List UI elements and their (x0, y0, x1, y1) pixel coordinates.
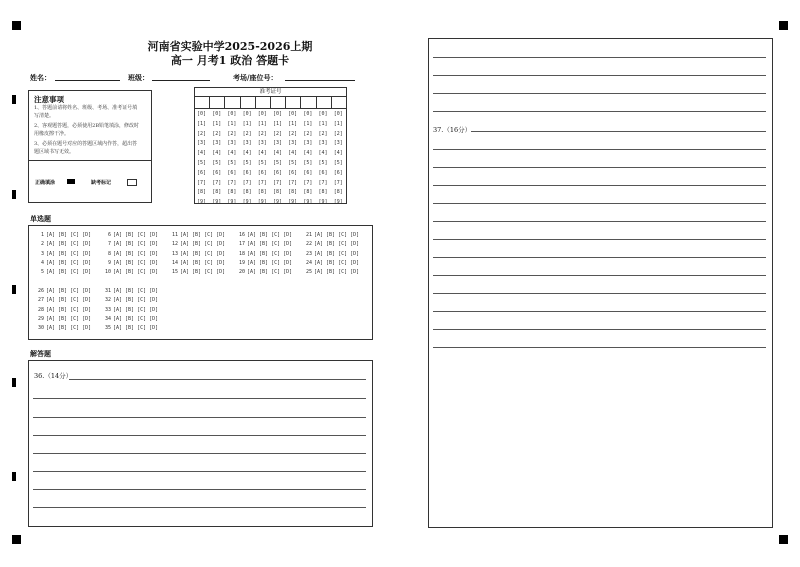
exam-digit-bubble[interactable]: [1] (257, 120, 267, 127)
exam-digit-bubble[interactable]: [9] (303, 199, 313, 206)
q36-answer-box[interactable] (28, 360, 373, 527)
mc-choice-bubbles[interactable]: [A] [B] [C] [D] (46, 232, 92, 238)
correct-fill-sample (67, 179, 75, 184)
mc-question-16[interactable] (236, 232, 292, 238)
exam-digit-bubble[interactable]: [3] (303, 140, 313, 147)
exam-digit-bubble[interactable]: [4] (333, 150, 343, 157)
exam-digit-bubble[interactable]: [3] (318, 140, 328, 147)
answer-line (433, 257, 766, 258)
mc-question-5[interactable] (35, 269, 91, 275)
exam-digit-bubble[interactable]: [6] (333, 169, 343, 176)
exam-digit-bubble[interactable]: [2] (212, 130, 222, 137)
timing-mark (12, 472, 16, 481)
mc-question-1[interactable] (35, 232, 91, 238)
mc-question-12[interactable] (169, 241, 225, 247)
exam-digit-bubble[interactable]: [1] (272, 120, 282, 127)
mc-question-number: 33 (104, 306, 111, 313)
exam-digit-bubble[interactable]: [8] (303, 189, 313, 196)
exam-digit-bubble[interactable]: [5] (272, 159, 282, 166)
seat-label: 考场/座位号： (233, 73, 278, 82)
exam-digit-bubble[interactable]: [0] (227, 111, 237, 117)
exam-digit-bubble[interactable]: [9] (197, 199, 207, 206)
exam-digit-bubble[interactable]: [5] (318, 159, 328, 166)
exam-digit-bubble[interactable]: [4] (257, 150, 267, 157)
exam-digit-bubble[interactable]: [4] (197, 150, 207, 157)
answer-line (433, 149, 766, 150)
exam-digit-bubble[interactable]: [5] (303, 159, 313, 166)
exam-digit-bubble[interactable]: [3] (333, 140, 343, 147)
exam-digit-bubble[interactable]: [1] (212, 120, 222, 127)
exam-digit-bubble[interactable]: [8] (318, 189, 328, 196)
class-label: 班级： (128, 73, 149, 82)
mc-choice-bubbles[interactable]: [A] [B] [C] [D] (247, 232, 293, 238)
answer-line (433, 347, 766, 348)
exam-digit-bubble[interactable]: [3] (227, 140, 237, 147)
exam-digit-bubble[interactable]: [2] (318, 130, 328, 137)
exam-digit-bubble[interactable]: [9] (212, 199, 222, 206)
mc-question-9[interactable] (102, 260, 158, 266)
absent-mark-label: 缺考标记 (91, 180, 112, 186)
notice-item: 2、客观题答题，必须使用2B铅笔填涂，修改时用橡皮擦干净。 (34, 123, 140, 137)
corner-mark-bottom-right (779, 535, 788, 544)
multiple-choice-box (28, 225, 373, 340)
exam-digit-bubble[interactable]: [0] (242, 111, 252, 117)
answer-line (33, 489, 366, 490)
mc-question-number: 2 (40, 241, 44, 248)
exam-digit-bubble[interactable]: [3] (272, 140, 282, 147)
notice-divider (29, 160, 151, 161)
answer-line (433, 293, 766, 294)
mc-question-number: 29 (37, 315, 44, 322)
mc-choice-bubbles[interactable]: [A] [B] [C] [D] (180, 232, 226, 238)
mc-question-number: 30 (37, 325, 44, 332)
exam-digit-bubble[interactable]: [9] (288, 199, 298, 206)
exam-digit-bubble[interactable]: [1] (318, 120, 328, 127)
mc-question-18[interactable] (236, 251, 292, 257)
exam-digit-bubble[interactable]: [5] (288, 159, 298, 166)
mc-question-number: 3 (40, 250, 44, 257)
mc-question-number: 23 (305, 250, 312, 257)
mc-choice-bubbles[interactable]: [A] [B] [C] [D] (113, 250, 159, 257)
exam-digit-bubble[interactable]: [5] (197, 159, 207, 166)
exam-digit-bubble[interactable]: [7] (303, 179, 313, 186)
exam-digit-bubble[interactable]: [5] (257, 159, 267, 166)
exam-digit-bubble[interactable]: [0] (257, 111, 267, 117)
exam-digit-bubble[interactable]: [8] (212, 189, 222, 196)
name-label: 姓名： (30, 73, 51, 82)
page-title-school: 河南省实验中学2025-2026上期 (147, 40, 313, 53)
mc-choice-bubbles[interactable]: [A] [B] [C] [D] (247, 241, 293, 248)
exam-digit-bubble[interactable]: [6] (257, 169, 267, 176)
mc-choice-bubbles[interactable]: [A] [B] [C] [D] (314, 241, 360, 248)
mc-question-22[interactable] (303, 241, 359, 247)
mc-choice-bubbles[interactable]: [A] [B] [C] [D] (314, 259, 360, 266)
exam-digit-bubble[interactable]: [8] (257, 189, 267, 196)
answer-line (33, 398, 366, 399)
mc-question-20[interactable] (236, 269, 292, 275)
mc-question-19[interactable] (236, 260, 292, 266)
mc-question-30[interactable] (35, 325, 91, 331)
corner-mark-bottom-left (12, 535, 21, 544)
mc-question-number: 12 (171, 241, 178, 248)
mc-question-11[interactable] (169, 232, 225, 238)
mc-question-number: 11 (171, 232, 178, 238)
mc-question-number: 16 (238, 232, 245, 238)
mc-question-14[interactable] (169, 260, 225, 266)
answer-line (433, 185, 766, 186)
answer-line (433, 239, 766, 240)
exam-digit-bubble[interactable]: [0] (333, 111, 343, 117)
mc-choice-bubbles[interactable]: [A] [B] [C] [D] (113, 325, 159, 332)
exam-digit-bubble[interactable]: [7] (333, 179, 343, 186)
mc-choice-bubbles[interactable]: [A] [B] [C] [D] (113, 306, 159, 313)
mc-question-25[interactable] (303, 269, 359, 275)
mc-question-3[interactable] (35, 251, 91, 257)
exam-digit-bubble[interactable]: [7] (288, 179, 298, 186)
notice-box (28, 90, 152, 203)
exam-digit-bubble[interactable]: [9] (242, 199, 252, 206)
mc-question-24[interactable] (303, 260, 359, 266)
mc-question-number: 32 (104, 297, 111, 304)
exam-digit-bubble[interactable]: [7] (272, 179, 282, 186)
mc-question-number: 27 (37, 297, 44, 304)
exam-digit-bubble[interactable]: [3] (212, 140, 222, 147)
exam-digit-bubble[interactable]: [2] (197, 130, 207, 137)
exam-number-divider (195, 108, 346, 109)
answer-line (433, 329, 766, 330)
mc-question-number: 19 (238, 259, 245, 266)
notice-item: 1、答题前请将姓名、班级、考场、准考证号填写清楚。 (34, 105, 138, 119)
exam-digit-bubble[interactable]: [1] (227, 120, 237, 127)
mc-question-number: 4 (40, 259, 44, 266)
mc-question-number: 15 (171, 269, 178, 276)
mc-question-8[interactable] (102, 251, 158, 257)
exam-digit-bubble[interactable]: [1] (242, 120, 252, 127)
corner-mark-top-left (12, 21, 21, 30)
exam-number-bubble-grid[interactable] (197, 110, 349, 207)
mc-question-23[interactable] (303, 251, 359, 257)
mc-choice-bubbles[interactable]: [A] [B] [C] [D] (113, 259, 159, 266)
exam-digit-bubble[interactable]: [6] (242, 169, 252, 176)
mc-question-number: 25 (305, 269, 312, 276)
timing-mark (12, 285, 16, 294)
essay-section-label: 解答题 (30, 349, 51, 358)
mc-choice-bubbles[interactable]: [A] [B] [C] [D] (46, 241, 92, 248)
mc-choice-bubbles[interactable]: [A] [B] [C] [D] (46, 297, 92, 304)
exam-digit-bubble[interactable]: [5] (242, 159, 252, 166)
exam-digit-bubble[interactable]: [2] (333, 130, 343, 137)
answer-line (433, 93, 766, 94)
exam-digit-bubble[interactable]: [2] (242, 130, 252, 137)
mc-question-34[interactable] (102, 316, 158, 322)
mc-choice-bubbles[interactable]: [A] [B] [C] [D] (113, 269, 159, 276)
exam-digit-bubble[interactable]: [4] (272, 150, 282, 157)
mc-question-number: 28 (37, 306, 44, 313)
mc-choice-bubbles[interactable]: [A] [B] [C] [D] (46, 325, 92, 332)
page-title-exam: 高一 月考1 政治 答题卡 (170, 54, 290, 67)
exam-digit-bubble[interactable]: [0] (288, 111, 298, 117)
answer-line (33, 453, 366, 454)
mc-choice-bubbles[interactable]: [A] [B] [C] [D] (247, 259, 293, 266)
answer-line (433, 75, 766, 76)
answer-line (433, 167, 766, 168)
exam-digit-bubble[interactable]: [7] (197, 179, 207, 186)
mc-question-21[interactable] (303, 232, 359, 238)
mc-question-17[interactable] (236, 241, 292, 247)
answer-line (433, 221, 766, 222)
exam-digit-bubble[interactable]: [4] (288, 150, 298, 157)
mc-question-number: 14 (171, 259, 178, 266)
mc-question-number: 17 (238, 241, 245, 248)
mc-choice-bubbles[interactable]: [A] [B] [C] [D] (180, 250, 226, 257)
exam-digit-bubble[interactable]: [4] (227, 150, 237, 157)
answer-line (33, 435, 366, 436)
mc-choice-bubbles[interactable]: [A] [B] [C] [D] (113, 297, 159, 304)
exam-digit-bubble[interactable]: [4] (212, 150, 222, 157)
mc-question-10[interactable] (102, 269, 158, 275)
exam-digit-bubble[interactable]: [6] (303, 169, 313, 176)
answer-line (33, 507, 366, 508)
mc-question-29[interactable] (35, 316, 91, 322)
q36-label: 36.（14分） (34, 372, 73, 380)
mc-question-28[interactable] (35, 307, 91, 313)
exam-digit-bubble[interactable]: [9] (257, 199, 267, 206)
mc-question-number: 31 (104, 288, 111, 294)
mc-question-number: 7 (107, 241, 111, 248)
mc-question-number: 1 (40, 232, 44, 238)
mc-choice-bubbles[interactable]: [A] [B] [C] [D] (314, 269, 360, 276)
class-field[interactable] (152, 80, 210, 81)
answer-line (433, 311, 766, 312)
q37-answer-box[interactable] (428, 38, 773, 528)
mc-question-number: 5 (40, 269, 44, 276)
exam-digit-bubble[interactable]: [7] (257, 179, 267, 186)
mc-choice-bubbles[interactable]: [A] [B] [C] [D] (113, 241, 159, 248)
mc-question-4[interactable] (35, 260, 91, 266)
mc-choice-bubbles[interactable]: [A] [B] [C] [D] (314, 250, 360, 257)
exam-digit-bubble[interactable]: [6] (227, 169, 237, 176)
mc-question-number: 35 (104, 325, 111, 332)
exam-digit-bubble[interactable]: [8] (242, 189, 252, 196)
mc-question-number: 13 (171, 250, 178, 257)
exam-digit-bubble[interactable]: [4] (242, 150, 252, 157)
mc-choice-bubbles[interactable]: [A] [B] [C] [D] (46, 259, 92, 266)
exam-digit-bubble[interactable]: [6] (272, 169, 282, 176)
exam-number-box (194, 87, 347, 204)
answer-line (433, 111, 766, 112)
answer-line (33, 471, 366, 472)
mc-question-2[interactable] (35, 241, 91, 247)
exam-digit-bubble[interactable]: [5] (212, 159, 222, 166)
absent-mark-checkbox[interactable] (127, 179, 137, 186)
exam-digit-bubble[interactable]: [2] (272, 130, 282, 137)
multiple-choice-label: 单选题 (30, 214, 51, 223)
exam-digit-bubble[interactable]: [7] (242, 179, 252, 186)
exam-digit-bubble[interactable]: [5] (333, 159, 343, 166)
exam-digit-bubble[interactable]: [0] (197, 111, 207, 117)
answer-line (433, 203, 766, 204)
exam-digit-bubble[interactable]: [2] (227, 130, 237, 137)
name-field[interactable] (55, 80, 120, 81)
exam-digit-bubble[interactable]: [0] (212, 111, 222, 117)
mc-question-7[interactable] (102, 241, 158, 247)
mc-choice-bubbles[interactable]: [A] [B] [C] [D] (180, 241, 226, 248)
mc-question-number: 9 (107, 259, 111, 266)
exam-digit-bubble[interactable]: [3] (288, 140, 298, 147)
mc-question-number: 34 (104, 315, 111, 322)
exam-digit-bubble[interactable]: [4] (303, 150, 313, 157)
answer-line (433, 275, 766, 276)
mc-choice-bubbles[interactable]: [A] [B] [C] [D] (113, 315, 159, 322)
exam-digit-bubble[interactable]: [2] (288, 130, 298, 137)
mc-choice-bubbles[interactable]: [A] [B] [C] [D] (46, 315, 92, 322)
mc-choice-bubbles[interactable]: [A] [B] [C] [D] (113, 288, 159, 294)
mc-choice-bubbles[interactable]: [A] [B] [C] [D] (46, 269, 92, 276)
mc-choice-bubbles[interactable]: [A] [B] [C] [D] (46, 250, 92, 257)
answer-line (471, 131, 766, 132)
mc-question-number: 8 (107, 250, 111, 257)
exam-digit-bubble[interactable]: [6] (212, 169, 222, 176)
mc-question-32[interactable] (102, 297, 158, 303)
exam-digit-bubble[interactable]: [9] (227, 199, 237, 206)
timing-mark (12, 378, 16, 387)
exam-digit-bubble[interactable]: [9] (333, 199, 343, 206)
exam-digit-bubble[interactable]: [7] (212, 179, 222, 186)
exam-digit-bubble[interactable]: [2] (303, 130, 313, 137)
mc-question-33[interactable] (102, 307, 158, 313)
mc-question-number: 26 (37, 288, 44, 294)
correct-fill-label: 正确填涂 (35, 180, 56, 186)
exam-digit-bubble[interactable]: [7] (227, 179, 237, 186)
exam-digit-bubble[interactable]: [0] (318, 111, 328, 117)
mc-choice-bubbles[interactable]: [A] [B] [C] [D] (247, 269, 293, 276)
exam-digit-bubble[interactable]: [4] (318, 150, 328, 157)
timing-mark (12, 95, 16, 104)
notice-title: 注意事项 (34, 95, 64, 104)
exam-digit-bubble[interactable]: [3] (257, 140, 267, 147)
mc-question-number: 21 (305, 232, 312, 238)
mc-choice-bubbles[interactable]: [A] [B] [C] [D] (46, 288, 92, 294)
q37-label: 37.（16分） (433, 126, 472, 134)
mc-question-13[interactable] (169, 251, 225, 257)
exam-number-write-cells[interactable] (195, 96, 346, 108)
exam-digit-bubble[interactable]: [8] (227, 189, 237, 196)
exam-digit-bubble[interactable]: [8] (288, 189, 298, 196)
exam-digit-bubble[interactable]: [8] (333, 189, 343, 196)
timing-mark (12, 190, 16, 199)
exam-digit-bubble[interactable]: [1] (303, 120, 313, 127)
exam-digit-bubble[interactable]: [0] (272, 111, 282, 117)
mc-question-number: 22 (305, 241, 312, 248)
exam-digit-bubble[interactable]: [8] (197, 189, 207, 196)
exam-digit-bubble[interactable]: [6] (318, 169, 328, 176)
mc-question-31[interactable] (102, 288, 158, 294)
answer-line (33, 417, 366, 418)
mc-question-number: 24 (305, 259, 312, 266)
exam-digit-bubble[interactable]: [1] (333, 120, 343, 127)
mc-question-27[interactable] (35, 297, 91, 303)
exam-digit-bubble[interactable]: [5] (227, 159, 237, 166)
mc-question-number: 18 (238, 250, 245, 257)
exam-digit-bubble[interactable]: [9] (318, 199, 328, 206)
answer-line (69, 379, 366, 380)
mc-choice-bubbles[interactable]: [A] [B] [C] [D] (46, 306, 92, 313)
exam-digit-bubble[interactable]: [6] (288, 169, 298, 176)
mc-question-35[interactable] (102, 325, 158, 331)
exam-digit-bubble[interactable]: [8] (272, 189, 282, 196)
exam-digit-bubble[interactable]: [7] (318, 179, 328, 186)
answer-line (433, 57, 766, 58)
notice-item: 3、必须在题号对应的答题区域内作答，超出答题区域书写无效。 (34, 141, 138, 155)
corner-mark-top-right (779, 21, 788, 30)
mc-question-number: 20 (238, 269, 245, 276)
exam-digit-bubble[interactable]: [1] (197, 120, 207, 127)
mc-choice-bubbles[interactable]: [A] [B] [C] [D] (180, 259, 226, 266)
mc-choice-bubbles[interactable]: [A] [B] [C] [D] (180, 269, 226, 276)
exam-digit-bubble[interactable]: [6] (197, 169, 207, 176)
exam-number-title: 准考证号 (195, 88, 346, 97)
mc-question-6[interactable] (102, 232, 158, 238)
mc-choice-bubbles[interactable]: [A] [B] [C] [D] (247, 250, 293, 257)
mc-question-number: 6 (107, 232, 111, 238)
mc-question-number: 10 (104, 269, 111, 276)
mc-question-26[interactable] (35, 288, 91, 294)
exam-digit-bubble[interactable]: [1] (288, 120, 298, 127)
exam-digit-bubble[interactable]: [9] (272, 199, 282, 206)
mc-choice-bubbles[interactable]: [A] [B] [C] [D] (113, 232, 159, 238)
mc-question-15[interactable] (169, 269, 225, 275)
exam-digit-bubble[interactable]: [3] (242, 140, 252, 147)
exam-digit-bubble[interactable]: [2] (257, 130, 267, 137)
exam-digit-bubble[interactable]: [0] (303, 111, 313, 117)
exam-digit-bubble[interactable]: [3] (197, 140, 207, 147)
mc-choice-bubbles[interactable]: [A] [B] [C] [D] (314, 232, 360, 238)
seat-field[interactable] (285, 80, 355, 81)
